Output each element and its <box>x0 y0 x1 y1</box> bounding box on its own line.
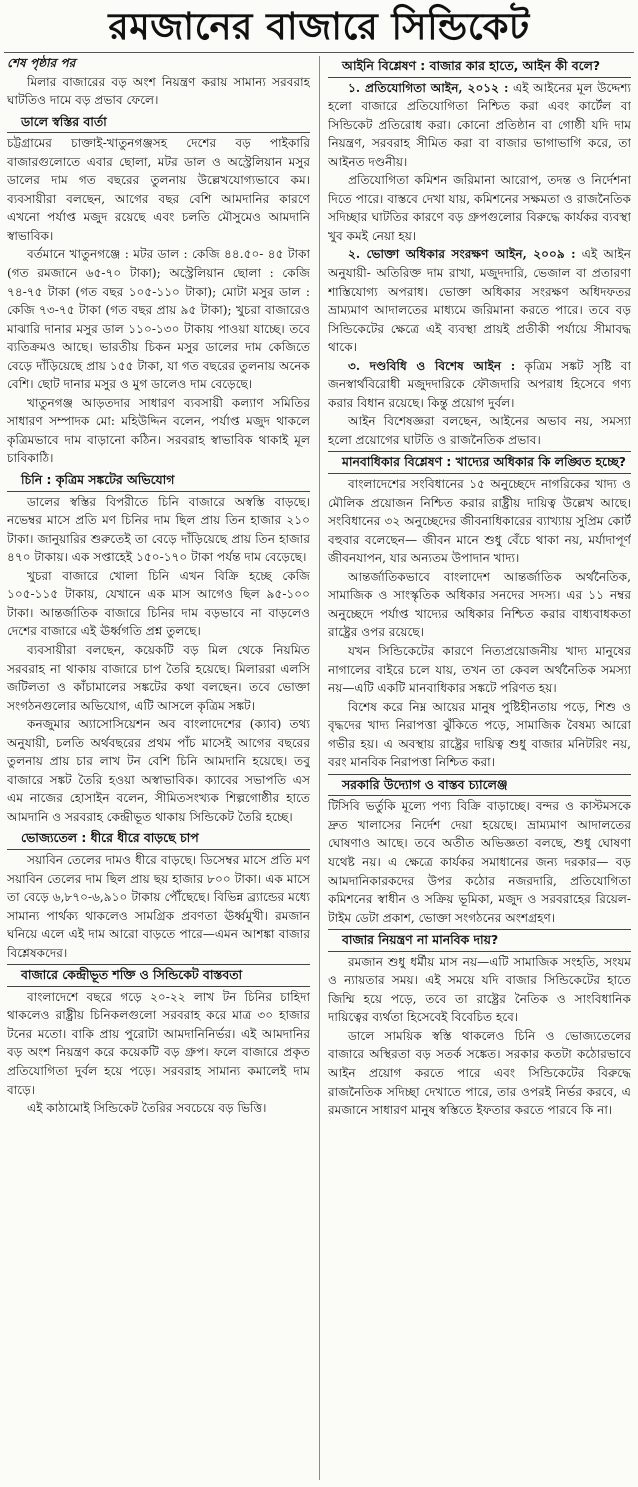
paragraph: বাংলাদেশে বছরে গড়ে ২০-২২ লাখ টন চিনির চাহিদা থাকলেও রাষ্ট্রীয় চিনিকলগুলো সরবরাহ করে মাত্র ৩০ হাজার টনের মতো। বাকি প্রায় পুরোটা আমদানিনির্ভর। এই আমদানির বড় অংশ নিয়ন্ত্রণ করে কয়েকটি বড় গ্রুপ। ফলে বাজারে প্রকৃত প্রতিযোগিতা দুর্বল হয়ে পড়ে। সরবরাহ সামান্য কমালেই দাম বাড়ে। <box>7 989 310 1097</box>
paragraph-lead: ২. ভোক্তা অধিকার সংরক্ষণ আইন, ২০০৯ : <box>348 247 576 262</box>
right-column <box>328 54 631 1482</box>
left-column <box>7 54 310 1482</box>
paragraph: এই কাঠামোই সিন্ডিকেট তৈরির সবচেয়ে বড় ভিত্তি। <box>27 1101 267 1116</box>
subheading: বাজার নিয়ন্ত্রণ না মানবিক দায়? <box>328 929 631 952</box>
subheading: সরকারি উদ্যোগ ও বাস্তব চ্যালেঞ্জ <box>328 774 631 797</box>
paragraph: সয়াবিন তেলের দামও ধীরে বাড়ছে। ডিসেম্বর মাসে প্রতি মণ সয়াবিন তেলের দাম ছিল প্রায় ছয় হাজার ৮০০ টাকা। এক মাসে তা বেড়ে ৬,৮৭০-৬,৯১০ টাকায় পৌঁছেছে। বিভিন্ন ব্র্যান্ডের মধ্যে সামান্য পার্থক্য থাকলেও সামগ্রিক প্রবণতা ঊর্ধ্বমুখী। রমজান ঘনিয়ে এলে এই দাম আরো বাড়তে পারে—এমন আশঙ্কা বাজার বিশ্লেষকদের। <box>7 852 310 960</box>
paragraph: চট্টগ্রামের চাক্তাই-খাতুনগঞ্জসহ দেশের বড় পাইকারি বাজারগুলোতে এবার ছোলা, মটর ডাল ও অস্ট্রেলিয়ান মসুর ডালের দাম গত বছরের তুলনায় উল্লেখযোগ্যভাবে কম। ব্যবসায়ীরা বলছেন, আগের বছর বেশি আমদানির কারণে এখনো পর্যাপ্ত মজুদ রয়েছে এবং চলতি মৌসুমেও আমদানি স্বাভাবিক। <box>7 136 310 243</box>
paragraph-body: এই আইনের মূল উদ্দেশ্য হলো বাজারে প্রতিযোগিতা নিশ্চিত করা এবং কার্টেল বা সিন্ডিকেট প্রতিরোধ করা। কোনো প্রতিষ্ঠান বা গোষ্ঠী যদি দাম নিয়ন্ত্রণ, সরবরাহ সীমিত করা বা বাজার ভাগাভাগি করে, তা আইনত দণ্ডনীয়। <box>328 80 631 169</box>
paragraph: ডালে সাময়িক স্বস্তি থাকলেও চিনি ও ভোজ্যতেলের বাজারে অস্থিরতা বড় সতর্ক সঙ্কেত। সরকার কতটা কঠোরভাবে আইন প্রয়োগ করতে পারে এবং সিন্ডিকেটের বিরুদ্ধে রাজনৈতিক সদিচ্ছা দেখাতে পারে, তার ওপরই নির্ভর করবে, এ রমজানে সাধারণ মানুষ স্বস্তিতে ইফতার করতে পারবে কি না। <box>328 1028 631 1118</box>
subheading: আইনি বিশ্লেষণ : বাজার কার হাতে, আইন কী বলে? <box>328 56 631 78</box>
paragraph <box>328 245 631 356</box>
paragraph-lead: ৩. দণ্ডবিধি ও বিশেষ আইন : <box>348 358 516 373</box>
paragraph: আন্তর্জাতিকভাবে বাংলাদেশ আন্তর্জাতিক অর্থনৈতিক, সামাজিক ও সাংস্কৃতিক অধিকার সনদের সদস্য। এর ১১ নম্বর অনুচ্ছেদে পর্যাপ্ত খাদ্যের অধিকার নিশ্চিত করার বাধ্যবাধকতা রাষ্ট্রের ওপর রয়েছে। <box>328 569 631 640</box>
paragraph: যখন সিন্ডিকেটের কারণে নিত্যপ্রয়োজনীয় খাদ্য মানুষের নাগালের বাইরে চলে যায়, তখন তা কেবল অর্থনৈতিক সমস্যা নয়—এটি একটি মানবাধিকার সঙ্কটে পরিণত হয়। <box>328 643 631 696</box>
paragraph <box>328 357 631 413</box>
paragraph: খাতুনগঞ্জ আড়তদার সাধারণ ব্যবসায়ী কল্যাণ সমিতির সাধারণ সম্পাদক মো: মহিউদ্দিন বলেন, পর্যাপ্ত মজুদ থাকলে কৃত্রিমভাবে দাম বাড়ানো কঠিন। সরবরাহ স্বাভাবিক থাকাই মূল চাবিকাঠি। <box>7 395 310 466</box>
continued-from: শেষ পৃষ্ঠার পর <box>7 56 76 70</box>
column-divider <box>319 56 320 1480</box>
paragraph <box>328 79 631 172</box>
paragraph-lead: ১. প্রতিযোগিতা আইন, ২০১২ : <box>348 80 509 95</box>
paragraph-body: এই আইন অনুযায়ী- অতিরিক্ত দাম রাখা, মজুদদারি, ভেজাল বা প্রতারণা শাস্তিযোগ্য অপরাধ। ভোক্তা অধিকার সংরক্ষণ অধিদফতর ভ্রাম্যমাণ আদালতের মাধ্যমে জরিমানা করতে পারে। তবে বড় সিন্ডিকেটের ক্ষেত্রে এই ব্যবস্থা প্রায়ই প্রতীকী পর্যায়ে সীমাবদ্ধ থাকে। <box>328 247 631 355</box>
paragraph: ব্যবসায়ীরা বলছেন, কয়েকটি বড় মিল থেকে নিয়মিত সরবরাহ না থাকায় বাজারে চাপ তৈরি হয়েছে। মিলাররা এলসি জটিলতা ও কাঁচামালের সঙ্কটের কথা বলছেন। তবে ভোক্তা সংগঠনগুলোর অভিযোগ, এটি আসলে কৃত্রিম সঙ্কট। <box>7 642 310 713</box>
paragraph: আইন বিশেষজ্ঞরা বলছেন, আইনের অভাব নয়, সমস্যা হলো প্রয়োগের ঘাটতি ও রাজনৈতিক প্রভাব। <box>328 414 631 447</box>
headline-rule <box>4 52 634 53</box>
paragraph-body: কৃত্রিম সঙ্কট সৃষ্টি বা জনস্বার্থবিরোধী মজুদদারিকে ফৌজদারি অপরাধ হিসেবে গণ্য করার বিধান রয়েছে। কিন্তু প্রয়োগ দুর্বল। <box>328 358 631 410</box>
paragraph: মিলার বাজারের বড় অংশ নিয়ন্ত্রণ করায় সামান্য সরবরাহ ঘাটতিও দামে বড় প্রভাব ফেলে। <box>7 74 310 108</box>
subheading: মানবাধিকার বিশ্লেষণ : খাদ্যের অধিকার কি লঙ্ঘিত হচ্ছে? <box>328 451 631 474</box>
paragraph: প্রতিযোগিতা কমিশন জরিমানা আরোপ, তদন্ত ও নির্দেশনা দিতে পারে। বাস্তবে দেখা যায়, কমিশনের সক্ষমতা ও রাজনৈতিক সদিচ্ছার ঘাটতির কারণে বড় গ্রুপগুলোর বিরুদ্ধে কার্যকর ব্যবস্থা খুব কমই নেয়া হয়। <box>328 173 631 243</box>
subheading: ভোজ্যতেল : ধীরে ধীরে বাড়ছে চাপ <box>7 828 310 850</box>
paragraph: ডালের স্বস্তির বিপরীতে চিনি বাজারে অস্বস্তি বাড়ছে। নভেম্বর মাসে প্রতি মণ চিনির দাম ছিল প্রায় তিন হাজার ২১০ টাকা। জানুয়ারির শুরুতেই তা বেড়ে দাঁড়িয়েছে প্রায় তিন হাজার ৪৭০ টাকায়। এক সপ্তাহেই ১৫০-১৭০ টাকা পর্যন্ত দাম বেড়েছে। <box>7 494 310 565</box>
paragraph: বিশেষ করে নিম্ন আয়ের মানুষ পুষ্টিহীনতায় পড়ে, শিশু ও বৃদ্ধদের খাদ্য নিরাপত্তা ঝুঁকিতে পড়ে, সামাজিক বৈষম্য আরো গভীর হয়। এ অবস্থায় রাষ্ট্রের দায়িত্ব শুধু বাজার মনিটরিং নয়, বরং মানবিক নিরাপত্তা নিশ্চিত করা। <box>328 699 631 770</box>
subheading: ডালে স্বস্তির বার্তা <box>7 112 310 134</box>
paragraph: বাংলাদেশের সংবিধানের ১৫ অনুচ্ছেদে নাগরিকের খাদ্য ও মৌলিক প্রয়োজন নিশ্চিত করার রাষ্ট্রীয় দায়িত্ব উল্লেখ আছে। সংবিধানের ৩২ অনুচ্ছেদের জীবনাধিকারের ব্যাখ্যায় সুপ্রিম কোর্ট বহুবার বলেছেন— জীবন মানে শুধু বেঁচে থাকা নয়, মর্যাদাপূর্ণ জীবনযাপন, যার অন্যতম উপাদান খাদ্য। <box>328 477 631 566</box>
headline: রমজানের বাজারে সিন্ডিকেট <box>108 5 530 48</box>
subheading: চিনি : কৃত্রিম সঙ্কটের অভিযোগ <box>7 470 310 492</box>
paragraph: খুচরা বাজারে খোলা চিনি এখন বিক্রি হচ্ছে কেজি ১০৫-১১৫ টাকায়, যেখানে এক মাস আগেও ছিল ৯৫-১০০ টাকা। আন্তর্জাতিক বাজারে চিনির দাম বড়ভাবে না বাড়লেও দেশের বাজারে এই ঊর্ধ্বগতি প্রশ্ন তুলছে। <box>7 568 310 639</box>
paragraph: টিসিবি ভর্তুকি মূল্যে পণ্য বিক্রি বাড়াচ্ছে। বন্দর ও কাস্টমসকে দ্রুত খালাসের নির্দেশ দেয়া হয়েছে। ভ্রাম্যমাণ আদালতের ঘোষণাও আছে। তবে অতীত অভিজ্ঞতা বলছে, শুধু ঘোষণা যথেষ্ট নয়। এ ক্ষেত্রে কার্যকর সমাধানের জন্য দরকার— বড় আমদানিকারকদের উপর কঠোর নজরদারি, প্রতিযোগিতা কমিশনের স্বাধীন ও সক্রিয় ভূমিকা, মজুদ ও সরবরাহের রিয়েল-টাইম ডেটা প্রকাশ, ভোক্তা সংগঠনের অংশগ্রহণ। <box>328 799 631 925</box>
paragraph: বর্তমানে খাতুনগঞ্জে : মটর ডাল : কেজি ৪৪.৫০- ৪৫ টাকা (গত রমজানে ৬৫-৭০ টাকা); অস্ট্রেলিয়ান ছোলা : কেজি ৭৪-৭৫ টাকা (গত বছর ১০৫-১১০ টাকা); মোটা মসুর ডাল : কেজি ৭৩-৭৫ টাকা (গত বছর প্রায় ৯৫ টাকা); খুচরা বাজারেও মাঝারি দানার মসুর ডাল ১১০-১৩০ টাকায় পাওয়া যাচ্ছে। তবে ব্যতিক্রমও আছে। ভারতীয় চিকন মসুর ডালের দাম কেজিতে বেড়ে দাঁড়িয়েছে প্রায় ১৫৫ টাকা, যা গত বছরের তুলনায় অনেক বেশি। ছোট দানার মসুর ও মুগ ডালেও দাম বেড়েছে। <box>7 247 310 392</box>
paragraph: কনজুমার অ্যাসোসিয়েশন অব বাংলাদেশের (ক্যাব) তথ্য অনুযায়ী, চলতি অর্থবছরের প্রথম পাঁচ মাসেই আগের বছরের তুলনায় প্রায় চার লাখ টন বেশি চিনি আমদানি হয়েছে। তবু বাজারে সঙ্কট তৈরি হওয়া অস্বাভাবিক। ক্যাবের সভাপতি এস এম নাজের হোসাইন বলেন, সীমিতসংখ্যক শিল্পগোষ্ঠীর হাতে আমদানি ও সরবরাহ কেন্দ্রীভূত থাকায় সিন্ডিকেট তৈরি হচ্ছে। <box>7 717 310 824</box>
subheading: বাজারে কেন্দ্রীভূত শক্তি ও সিন্ডিকেট বাস্তবতা <box>7 964 310 987</box>
paragraph: রমজান শুধু ধর্মীয় মাস নয়—এটি সামাজিক সংহতি, সংযম ও ন্যায়তার সময়। এই সময়ে যদি বাজার সিন্ডিকেটের হাতে জিম্মি হয়ে পড়ে, তবে তা রাষ্ট্রের নৈতিক ও সাংবিধানিক দায়িত্বের ব্যর্থতা হিসেবেই বিবেচিত হবে। <box>328 954 631 1025</box>
